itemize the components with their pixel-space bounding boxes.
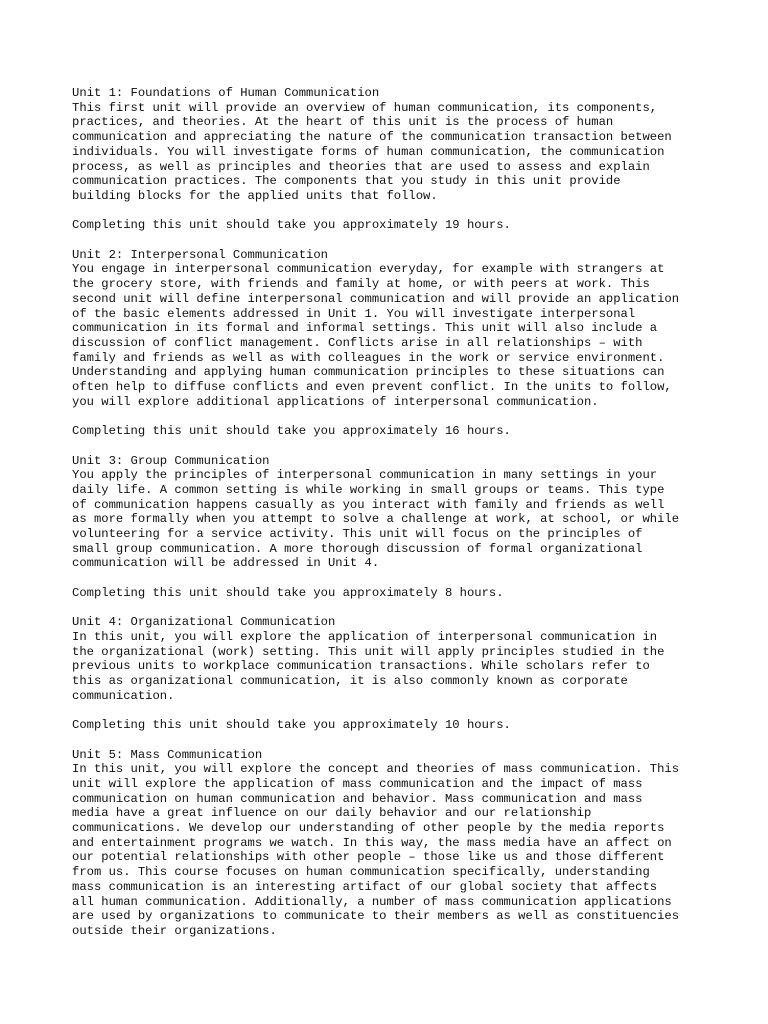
paragraph-line: communication. (72, 688, 175, 703)
unit-section-2 (72, 248, 712, 439)
time-estimate: Completing this unit should take you approximately 19 hours. (72, 218, 511, 233)
paragraph-line: the organizational (work) setting. This unit will apply principles studied in the (72, 644, 665, 659)
time-estimate: Completing this unit should take you approximately 10 hours. (72, 718, 511, 733)
paragraph-line: communication and appreciating the nature of the communication transaction between (72, 130, 672, 145)
paragraph-line: media have a great influence on our daily behavior and our relationship (72, 806, 592, 821)
paragraph-line: small group communication. A more thorough discussion of formal organizational (72, 541, 643, 556)
paragraph-line: our potential relationships with other people – those like us and those different (72, 850, 665, 865)
paragraph-line: as more formally when you attempt to solve a challenge at work, at school, or while (72, 512, 680, 527)
paragraph-line: individuals. You will investigate forms of human communication, the communication (72, 144, 665, 159)
paragraph-line: and entertainment programs we watch. In this way, the mass media have an affect on (72, 835, 672, 850)
unit-heading: Unit 2: Interpersonal Communication (72, 247, 328, 262)
unit-section-4 (72, 615, 712, 733)
paragraph-line: mass communication is an interesting artifact of our global society that affects (72, 879, 658, 894)
time-estimate: Completing this unit should take you approximately 8 hours. (72, 585, 504, 600)
paragraph-line: communication practices. The components that you study in this unit provide (72, 174, 621, 189)
unit-heading: Unit 3: Group Communication (72, 453, 270, 468)
paragraph-line: of the basic elements addressed in Unit 1. You will investigate interpersonal (72, 306, 636, 321)
paragraph-line: unit will explore the application of mass communication and the impact of mass (72, 776, 643, 791)
paragraph-line: practices, and theories. At the heart of this unit is the process of human (72, 115, 614, 130)
paragraph-line: discussion of conflict management. Conflicts arise in all relationships – with (72, 335, 643, 350)
paragraph-line: previous units to workplace communication transactions. While scholars refer to (72, 659, 650, 674)
paragraph-line: Understanding and applying human communication principles to these situations can (72, 365, 665, 380)
paragraph-line: process, as well as principles and theories that are used to assess and explain (72, 159, 650, 174)
unit-heading: Unit 4: Organizational Communication (72, 615, 336, 630)
paragraph-line: often help to diffuse conflicts and even prevent conflict. In the units to follow, (72, 380, 672, 395)
paragraph-line: all human communication. Additionally, a number of mass communication applications (72, 894, 672, 909)
paragraph-line: communication in its formal and informal settings. This unit will also include a (72, 321, 658, 336)
document-page (72, 86, 712, 939)
paragraph-line: family and friends as well as with colleagues in the work or service environment. (72, 350, 665, 365)
paragraph-line: the grocery store, with friends and family at home, or with peers at work. This (72, 277, 650, 292)
paragraph-line: daily life. A common setting is while working in small groups or teams. This type (72, 482, 665, 497)
time-estimate: Completing this unit should take you approximately 16 hours. (72, 424, 511, 439)
paragraph-line: from us. This course focuses on human communication specifically, understanding (72, 865, 650, 880)
paragraph-line: this as organizational communication, it is also commonly known as corporate (72, 674, 628, 689)
paragraph-line: This first unit will provide an overview of human communication, its components, (72, 100, 658, 115)
unit-section-5 (72, 748, 712, 939)
unit-heading: Unit 1: Foundations of Human Communication (72, 86, 380, 100)
paragraph-line: building blocks for the applied units that follow. (72, 188, 438, 203)
paragraph-line: communication will be addressed in Unit 4. (72, 556, 380, 571)
paragraph-line: communications. We develop our understanding of other people by the media reports (72, 821, 665, 836)
paragraph-line: In this unit, you will explore the concept and theories of mass communication. This (72, 762, 680, 777)
paragraph-line: You engage in interpersonal communication everyday, for example with strangers at (72, 262, 665, 277)
paragraph-line: communication on human communication and behavior. Mass communication and mass (72, 791, 643, 806)
unit-section-1 (72, 86, 712, 233)
paragraph-line: volunteering for a service activity. This unit will focus on the principles of (72, 527, 643, 542)
paragraph-line: are used by organizations to communicate to their members as well as constituencies (72, 909, 680, 924)
paragraph-line: you will explore additional applications of interpersonal communication. (72, 394, 599, 409)
paragraph-line: In this unit, you will explore the application of interpersonal communication in (72, 629, 658, 644)
unit-section-3 (72, 454, 712, 601)
paragraph-line: of communication happens casually as you interact with family and friends as well (72, 497, 665, 512)
paragraph-line: outside their organizations. (72, 923, 277, 938)
paragraph-line: You apply the principles of interpersonal communication in many settings in your (72, 468, 658, 483)
unit-heading: Unit 5: Mass Communication (72, 747, 263, 762)
paragraph-line: second unit will define interpersonal communication and will provide an application (72, 291, 680, 306)
